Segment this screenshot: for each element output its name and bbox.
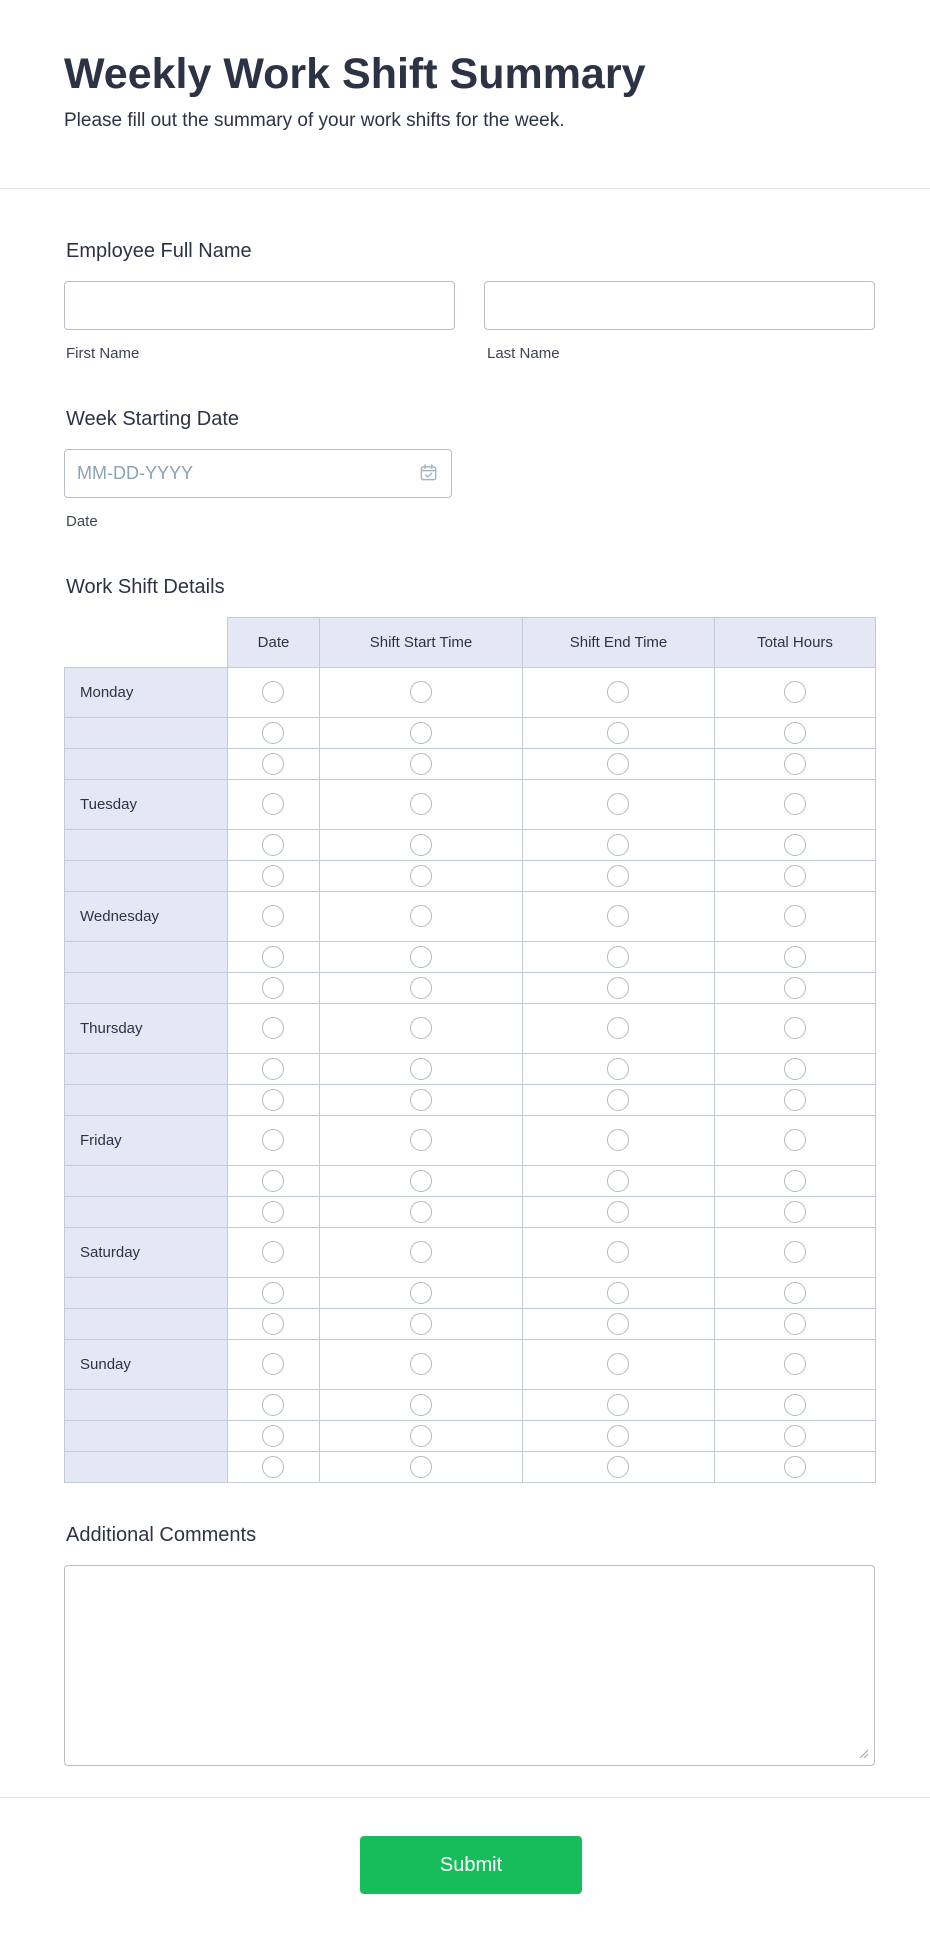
row-label xyxy=(64,941,228,973)
row-label-saturday: Saturday xyxy=(64,1227,228,1278)
radio-button[interactable] xyxy=(607,865,629,887)
radio-button[interactable] xyxy=(784,834,806,856)
row-label xyxy=(64,1277,228,1309)
radio-button[interactable] xyxy=(262,1425,284,1447)
radio-button[interactable] xyxy=(607,1353,629,1375)
radio-button[interactable] xyxy=(410,1425,432,1447)
radio-button[interactable] xyxy=(784,681,806,703)
footer-divider xyxy=(0,1797,930,1798)
radio-button[interactable] xyxy=(410,1456,432,1478)
row-label-friday: Friday xyxy=(64,1115,228,1166)
radio-button[interactable] xyxy=(607,1394,629,1416)
form-header xyxy=(0,0,930,189)
radio-button[interactable] xyxy=(410,1353,432,1375)
radio-button[interactable] xyxy=(607,1017,629,1039)
comments-textarea[interactable] xyxy=(64,1565,875,1766)
radio-button[interactable] xyxy=(262,905,284,927)
radio-button[interactable] xyxy=(607,834,629,856)
radio-button[interactable] xyxy=(410,1394,432,1416)
radio-button[interactable] xyxy=(410,834,432,856)
radio-button[interactable] xyxy=(607,977,629,999)
radio-button[interactable] xyxy=(410,1201,432,1223)
radio-button[interactable] xyxy=(607,1241,629,1263)
radio-button[interactable] xyxy=(607,1058,629,1080)
radio-button[interactable] xyxy=(262,1241,284,1263)
radio-button[interactable] xyxy=(262,1201,284,1223)
radio-button[interactable] xyxy=(410,946,432,968)
radio-button[interactable] xyxy=(784,1282,806,1304)
radio-button[interactable] xyxy=(784,1313,806,1335)
radio-button[interactable] xyxy=(410,722,432,744)
radio-button[interactable] xyxy=(784,722,806,744)
radio-button[interactable] xyxy=(262,977,284,999)
radio-button[interactable] xyxy=(607,1089,629,1111)
radio-button[interactable] xyxy=(262,681,284,703)
page-description: Please fill out the summary of your work shifts for the week. xyxy=(64,110,565,131)
column-header-date: Date xyxy=(227,617,320,668)
radio-button[interactable] xyxy=(410,1129,432,1151)
radio-button[interactable] xyxy=(607,1456,629,1478)
radio-button[interactable] xyxy=(262,834,284,856)
row-label-wednesday: Wednesday xyxy=(64,891,228,942)
last-name-input[interactable] xyxy=(484,281,875,330)
radio-button[interactable] xyxy=(262,1058,284,1080)
date-sublabel: Date xyxy=(66,513,98,530)
radio-button[interactable] xyxy=(410,1089,432,1111)
radio-button[interactable] xyxy=(262,753,284,775)
radio-button[interactable] xyxy=(410,1170,432,1192)
radio-button[interactable] xyxy=(784,1456,806,1478)
radio-button[interactable] xyxy=(262,946,284,968)
radio-button[interactable] xyxy=(262,1089,284,1111)
radio-button[interactable] xyxy=(262,1017,284,1039)
row-label xyxy=(64,1196,228,1228)
first-name-sublabel: First Name xyxy=(66,345,140,362)
radio-button[interactable] xyxy=(784,753,806,775)
radio-button[interactable] xyxy=(784,977,806,999)
shift-details-label: Work Shift Details xyxy=(66,576,225,598)
radio-button[interactable] xyxy=(262,865,284,887)
radio-button[interactable] xyxy=(607,1201,629,1223)
page-title: Weekly Work Shift Summary xyxy=(64,50,646,98)
radio-button[interactable] xyxy=(784,1089,806,1111)
radio-button[interactable] xyxy=(262,1313,284,1335)
radio-button[interactable] xyxy=(607,1129,629,1151)
radio-button[interactable] xyxy=(784,865,806,887)
shift-details-matrix xyxy=(64,617,875,1479)
radio-button[interactable] xyxy=(784,1170,806,1192)
employee-name-label: Employee Full Name xyxy=(66,240,252,262)
radio-button[interactable] xyxy=(410,1313,432,1335)
last-name-sublabel: Last Name xyxy=(487,345,560,362)
row-label xyxy=(64,860,228,892)
week-start-date-input[interactable] xyxy=(64,449,452,498)
radio-button[interactable] xyxy=(410,793,432,815)
row-label xyxy=(64,717,228,749)
radio-button[interactable] xyxy=(784,1201,806,1223)
radio-button[interactable] xyxy=(607,1282,629,1304)
column-header-shift-start-time: Shift Start Time xyxy=(319,617,523,668)
radio-button[interactable] xyxy=(607,681,629,703)
radio-button[interactable] xyxy=(410,753,432,775)
radio-button[interactable] xyxy=(262,1353,284,1375)
radio-button[interactable] xyxy=(410,1241,432,1263)
radio-button[interactable] xyxy=(410,681,432,703)
radio-button[interactable] xyxy=(607,905,629,927)
column-header-shift-end-time: Shift End Time xyxy=(522,617,715,668)
radio-button[interactable] xyxy=(410,1282,432,1304)
submit-button[interactable]: Submit xyxy=(360,1836,582,1894)
row-label xyxy=(64,748,228,780)
radio-button[interactable] xyxy=(410,977,432,999)
row-label xyxy=(64,972,228,1004)
radio-button[interactable] xyxy=(262,1394,284,1416)
resize-handle-icon[interactable] xyxy=(858,1748,868,1758)
radio-button[interactable] xyxy=(607,1170,629,1192)
radio-button[interactable] xyxy=(262,1282,284,1304)
radio-button[interactable] xyxy=(607,722,629,744)
radio-button[interactable] xyxy=(784,1241,806,1263)
week-start-label: Week Starting Date xyxy=(66,408,240,430)
radio-button[interactable] xyxy=(784,946,806,968)
radio-button[interactable] xyxy=(784,793,806,815)
radio-button[interactable] xyxy=(784,1394,806,1416)
radio-button[interactable] xyxy=(784,1353,806,1375)
radio-button[interactable] xyxy=(262,1129,284,1151)
radio-button[interactable] xyxy=(784,1058,806,1080)
row-label xyxy=(64,1308,228,1340)
radio-button[interactable] xyxy=(607,793,629,815)
radio-button[interactable] xyxy=(262,1170,284,1192)
row-label-tuesday: Tuesday xyxy=(64,779,228,830)
radio-button[interactable] xyxy=(410,1058,432,1080)
column-header-total-hours: Total Hours xyxy=(714,617,876,668)
row-label xyxy=(64,1420,228,1452)
radio-button[interactable] xyxy=(784,905,806,927)
radio-button[interactable] xyxy=(784,1129,806,1151)
first-name-input[interactable] xyxy=(64,281,455,330)
row-label-sunday: Sunday xyxy=(64,1339,228,1390)
row-label xyxy=(64,1389,228,1421)
radio-button[interactable] xyxy=(262,1456,284,1478)
calendar-icon[interactable] xyxy=(419,463,438,482)
radio-button[interactable] xyxy=(262,793,284,815)
radio-button[interactable] xyxy=(784,1425,806,1447)
row-label xyxy=(64,1084,228,1116)
radio-button[interactable] xyxy=(262,722,284,744)
comments-label: Additional Comments xyxy=(66,1524,257,1546)
row-label xyxy=(64,1053,228,1085)
radio-button[interactable] xyxy=(607,1313,629,1335)
radio-button[interactable] xyxy=(784,1017,806,1039)
radio-button[interactable] xyxy=(607,946,629,968)
row-label xyxy=(64,1451,228,1483)
row-label xyxy=(64,829,228,861)
radio-button[interactable] xyxy=(607,753,629,775)
row-label-monday: Monday xyxy=(64,667,228,718)
radio-button[interactable] xyxy=(410,905,432,927)
radio-button[interactable] xyxy=(410,865,432,887)
radio-button[interactable] xyxy=(410,1017,432,1039)
radio-button[interactable] xyxy=(607,1425,629,1447)
row-label xyxy=(64,1165,228,1197)
row-label-thursday: Thursday xyxy=(64,1003,228,1054)
